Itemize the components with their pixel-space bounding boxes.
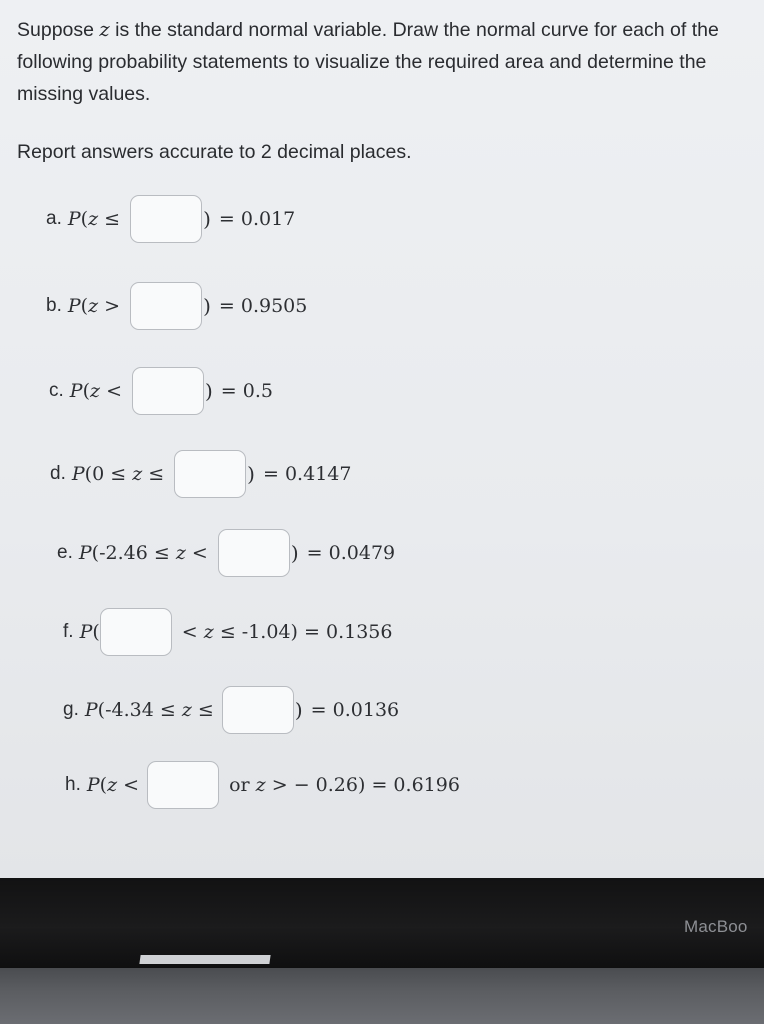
item-suffix: = 0.4147: [262, 463, 352, 485]
item-c: [49, 364, 273, 418]
close-paren: ): [294, 698, 303, 722]
item-label: c.: [49, 380, 64, 401]
bezel-lip: [0, 928, 764, 968]
item-suffix: = 0.0136: [310, 699, 400, 721]
item-label: g.: [63, 699, 79, 720]
close-paren: ): [204, 379, 213, 403]
item-suffix: = 0.5: [220, 380, 273, 402]
item-d: [50, 447, 351, 501]
answer-input-e[interactable]: [218, 529, 290, 577]
item-a: [46, 192, 295, 246]
answer-input-g[interactable]: [222, 686, 294, 734]
item-prefix: P(-4.34 ≤ z ≤: [84, 699, 214, 721]
item-label: a.: [46, 208, 62, 229]
answer-input-f[interactable]: [100, 608, 172, 656]
answer-input-d[interactable]: [174, 450, 246, 498]
item-b: [46, 279, 307, 333]
item-label: h.: [65, 774, 81, 795]
item-prefix: P(z >: [67, 295, 121, 317]
close-paren: ): [203, 294, 211, 318]
z-variable: z: [99, 18, 110, 41]
close-paren: ): [290, 541, 299, 565]
answer-input-a[interactable]: [130, 195, 202, 243]
answer-input-h[interactable]: [147, 761, 219, 809]
answer-input-b[interactable]: [130, 282, 202, 330]
item-prefix: P(z <: [86, 774, 140, 796]
item-suffix: or z > − 0.26) = 0.6196: [229, 774, 460, 796]
report-instruction: Report answers accurate to 2 decimal places.: [17, 141, 412, 163]
item-label: b.: [46, 295, 62, 316]
item-prefix: P(z ≤: [67, 208, 121, 230]
item-g: [63, 683, 399, 737]
item-label: f.: [63, 621, 74, 642]
laptop-deck: [0, 968, 764, 1024]
item-prefix: P(0 ≤ z ≤: [71, 463, 165, 485]
close-paren: ): [247, 462, 255, 486]
item-prefix: P(-2.46 ≤ z <: [78, 542, 208, 564]
hinge-highlight: [139, 955, 270, 964]
item-h: [65, 758, 460, 812]
item-prefix: P(: [79, 621, 100, 643]
item-label: d.: [50, 463, 66, 484]
question-intro: Suppose z is the standard normal variable. Draw the normal curve for each of the following probability statements to visualize the required area and determine the missing values.: [17, 18, 719, 105]
answer-input-c[interactable]: [132, 367, 204, 415]
device-brand-label: MacBoo: [684, 917, 748, 936]
item-suffix: = 0.017: [218, 208, 296, 230]
item-label: e.: [57, 542, 73, 563]
item-prefix: P(z <: [69, 380, 122, 402]
item-e: [57, 526, 395, 580]
item-suffix: = 0.9505: [218, 295, 308, 317]
item-suffix: = 0.0479: [306, 542, 396, 564]
item-f: [63, 605, 392, 659]
item-suffix: < z ≤ -1.04) = 0.1356: [181, 621, 393, 643]
close-paren: ): [203, 207, 211, 231]
